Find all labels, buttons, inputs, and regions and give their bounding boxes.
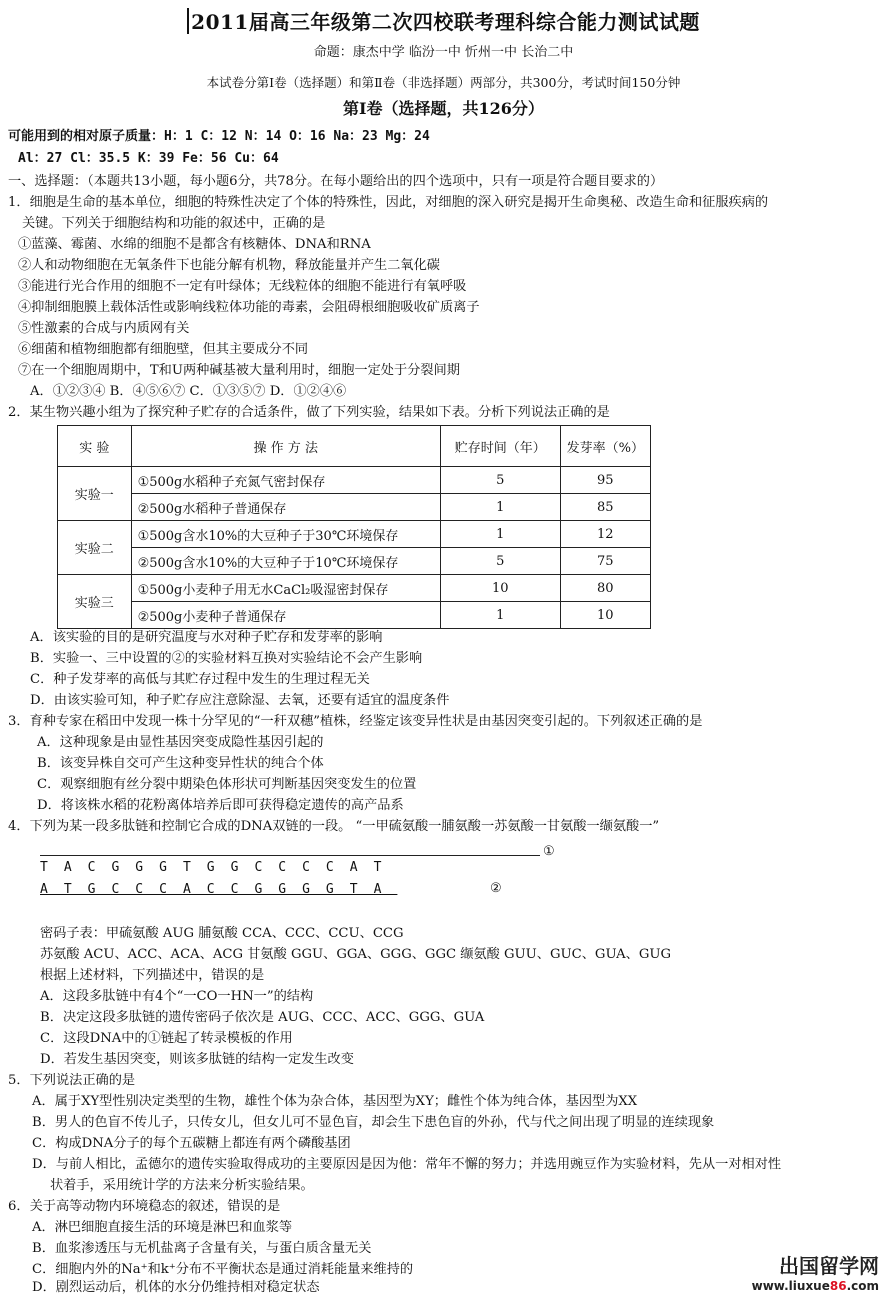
watermark-url-suffix: .com xyxy=(846,1279,879,1293)
q2-option-d: D．由该实验可知，种子贮存应注意除湿、去氧，还要有适宜的温度条件 xyxy=(30,693,450,708)
q1-stem-1: 1．细胞是生命的基本单位，细胞的特殊性决定了个体的特殊性，因此，对细胞的深入研究是揭开生命奥秘、改造生命和征服疾病的 xyxy=(8,195,769,210)
strand-2-mark: ② xyxy=(490,881,502,896)
q1-statement-2: ②人和动物细胞在无氧条件下也能分解有机物，释放能量并产生二氧化碳 xyxy=(18,258,440,273)
rate-cell: 75 xyxy=(560,548,650,575)
method-cell: ①500g水稻种子充氮气密封保存 xyxy=(131,467,440,494)
table-row xyxy=(58,467,651,494)
q6-option-a: A．淋巴细胞直接生活的环境是淋巴和血浆等 xyxy=(32,1220,293,1235)
q4-intro: 根据上述材料，下列描述中，错误的是 xyxy=(40,968,265,983)
authors-line: 命题：康杰中学 临汾一中 忻州一中 长治二中 xyxy=(313,45,574,60)
header-experiment: 实 验 xyxy=(58,426,132,467)
atomic-mass-line-1: 可能用到的相对原子质量：H：1 C：12 N：14 O：16 Na：23 Mg：24 xyxy=(8,129,430,144)
q5-option-d-1: D．与前人相比，孟德尔的遗传实验取得成功的主要原因是因为他：常年不懈的努力；并选用豌豆作为实验材料，先从一对相对性 xyxy=(32,1157,782,1172)
part-intro: 一、选择题：（本题共13小题，每小题6分，共78分。在每小题给出的四个选项中，只有一项是符合题目要求的） xyxy=(8,174,664,189)
q3-option-b: B．该变异株自交可产生这种变异性状的纯合个体 xyxy=(37,756,324,771)
q6-option-b: B．血浆渗透压与无机盐离子含量有关，与蛋白质含量无关 xyxy=(32,1241,372,1256)
method-cell: ①500g含水10%的大豆种子于30℃环境保存 xyxy=(131,521,440,548)
time-cell: 1 xyxy=(440,602,560,629)
exam-title xyxy=(0,6,887,35)
strand-1-mark: ① xyxy=(543,844,555,859)
q5-option-c: C．构成DNA分子的每个五碳糖上都连有两个磷酸基团 xyxy=(32,1136,351,1151)
q6-option-c: C．细胞内外的Na⁺和k⁺分布不平衡状态是通过消耗能量来维持的 xyxy=(32,1262,414,1277)
q2-option-c: C．种子发芽率的高低与其贮存过程中发生的生理过程无关 xyxy=(30,672,370,687)
watermark-url-number: 86 xyxy=(829,1279,847,1293)
time-cell: 5 xyxy=(440,467,560,494)
q5-option-b: B．男人的色盲不传儿子，只传女儿，但女儿可不显色盲，却会生下患色盲的外孙，代与代之间出现了明显的连续现象 xyxy=(32,1115,715,1130)
header-germination-rate: 发芽率（%） xyxy=(560,426,650,467)
q2-stem: 2．某生物兴趣小组为了探究种子贮存的合适条件，做了下列实验，结果如下表。分析下列说法正确的是 xyxy=(8,405,610,420)
table-row xyxy=(58,602,651,629)
q1-options: A．①②③④ B．④⑤⑥⑦ C．①③⑤⑦ D．①②④⑥ xyxy=(30,384,347,399)
q2-option-a: A．该实验的目的是研究温度与水对种子贮存和发芽率的影响 xyxy=(30,630,383,645)
dna-strand-1: TACGGGTGGCCCCAT xyxy=(40,860,398,875)
rate-cell: 12 xyxy=(560,521,650,548)
q3-option-a: A．这种现象是由显性基因突变成隐性基因引起的 xyxy=(37,735,324,750)
q1-statement-5: ⑤性激素的合成与内质网有关 xyxy=(18,321,190,336)
q2-option-b: B．实验一、三中设置的②的实验材料互换对实验结论不会产生影响 xyxy=(30,651,423,666)
title-text: 2011届高三年级第二次四校联考理科综合能力测试试题 xyxy=(191,10,700,34)
cursor-bar xyxy=(187,8,189,34)
watermark-url-prefix: www.liuxue xyxy=(751,1279,830,1293)
q1-statement-7: ⑦在一个细胞周期中，T和U两种碱基被大量利用时，细胞一定处于分裂间期 xyxy=(18,363,460,378)
exam-note: 本试卷分第Ⅰ卷（选择题）和第Ⅱ卷（非选择题）两部分，共300分，考试时间150分钟 xyxy=(206,75,681,90)
q6-option-d: D．剧烈运动后，机体的水分仍维持相对稳定状态 xyxy=(32,1280,320,1295)
q4-option-c: C．这段DNA中的①链起了转录模板的作用 xyxy=(40,1031,293,1046)
q1-statement-6: ⑥细菌和植物细胞都有细胞壁，但其主要成分不同 xyxy=(18,342,309,357)
header-storage-time: 贮存时间（年） xyxy=(440,426,560,467)
time-cell: 5 xyxy=(440,548,560,575)
q6-stem: 6．关于高等动物内环境稳态的叙述，错误的是 xyxy=(8,1199,281,1214)
section-title: 第Ⅰ卷（选择题，共126分） xyxy=(343,99,544,118)
q1-statement-3: ③能进行光合作用的细胞不一定有叶绿体；无线粒体的细胞不能进行有氧呼吸 xyxy=(18,279,467,294)
group-label: 实验二 xyxy=(58,521,132,575)
q1-statement-1: ①蓝藻、霉菌、水绵的细胞不是都含有核糖体、DNA和RNA xyxy=(18,237,371,252)
rate-cell: 80 xyxy=(560,575,650,602)
table-row xyxy=(58,575,651,602)
dna-strand-2: ATGCCCACCGGGGTA xyxy=(40,882,398,897)
codon-table-line-2: 苏氨酸 ACU、ACC、ACA、ACG 甘氨酸 GGU、GGA、GGG、GGC 缬氨酸 GUU、GUC、GUA、GUG xyxy=(40,947,672,962)
time-cell: 10 xyxy=(440,575,560,602)
table-row xyxy=(58,521,651,548)
rate-cell: 10 xyxy=(560,602,650,629)
method-cell: ①500g小麦种子用无水CaCl₂吸湿密封保存 xyxy=(131,575,440,602)
rate-cell: 85 xyxy=(560,494,650,521)
time-cell: 1 xyxy=(440,521,560,548)
q4-option-b: B．决定这段多肽链的遗传密码子依次是 AUG、CCC、ACC、GGG、GUA xyxy=(40,1010,485,1025)
q3-option-c: C．观察细胞有丝分裂中期染色体形状可判断基因突变发生的位置 xyxy=(37,777,417,792)
q3-stem: 3．育种专家在稻田中发现一株十分罕见的“一秆双穗”植株，经鉴定该变异性状是由基因突变引起的。下列叙述正确的是 xyxy=(8,714,703,729)
q3-option-d: D．将该株水稻的花粉离体培养后即可获得稳定遗传的高产品系 xyxy=(37,798,404,813)
atomic-mass-line-2: Al：27 Cl：35.5 K：39 Fe：56 Cu：64 xyxy=(18,151,279,166)
method-cell: ②500g水稻种子普通保存 xyxy=(131,494,440,521)
table-header-row xyxy=(58,426,651,467)
q4-option-a: A．这段多肽链中有4个“一CO一HN一”的结构 xyxy=(40,989,314,1004)
header-method: 操 作 方 法 xyxy=(131,426,440,467)
q4-option-d: D．若发生基因突变，则该多肽链的结构一定发生改变 xyxy=(40,1052,354,1067)
rate-cell: 95 xyxy=(560,467,650,494)
q4-stem: 4．下列为某一段多肽链和控制它合成的DNA双链的一段。 “一甲硫氨酸一脯氨酸一苏氨酸一甘氨酸一缬氨酸一” xyxy=(8,819,660,834)
codon-table-line-1: 密码子表：甲硫氨酸 AUG 脯氨酸 CCA、CCC、CCU、CCG xyxy=(40,926,404,941)
q1-statement-4: ④抑制细胞膜上载体活性或影响线粒体功能的毒素，会阻碍根细胞吸收矿质离子 xyxy=(18,300,480,315)
experiment-table xyxy=(57,425,651,629)
group-label: 实验三 xyxy=(58,575,132,629)
q5-option-d-2: 状着手，采用统计学的方法来分析实验结果。 xyxy=(50,1178,314,1193)
method-cell: ②500g含水10%的大豆种子于10℃环境保存 xyxy=(131,548,440,575)
group-label: 实验一 xyxy=(58,467,132,521)
q1-stem-2: 关键。下列关于细胞结构和功能的叙述中，正确的是 xyxy=(22,216,326,231)
watermark-name: 出国留学网 xyxy=(779,1254,879,1278)
watermark-url xyxy=(752,1279,879,1293)
site-watermark xyxy=(752,1250,879,1293)
q5-option-a: A．属于XY型性别决定类型的生物，雄性个体为杂合体，基因型为XY；雌性个体为纯合体，基因型为XX xyxy=(32,1094,638,1109)
time-cell: 1 xyxy=(440,494,560,521)
method-cell: ②500g小麦种子普通保存 xyxy=(131,602,440,629)
q5-stem: 5．下列说法正确的是 xyxy=(8,1073,136,1088)
table-row xyxy=(58,494,651,521)
table-row xyxy=(58,548,651,575)
dna-strand-1-line xyxy=(40,855,540,856)
